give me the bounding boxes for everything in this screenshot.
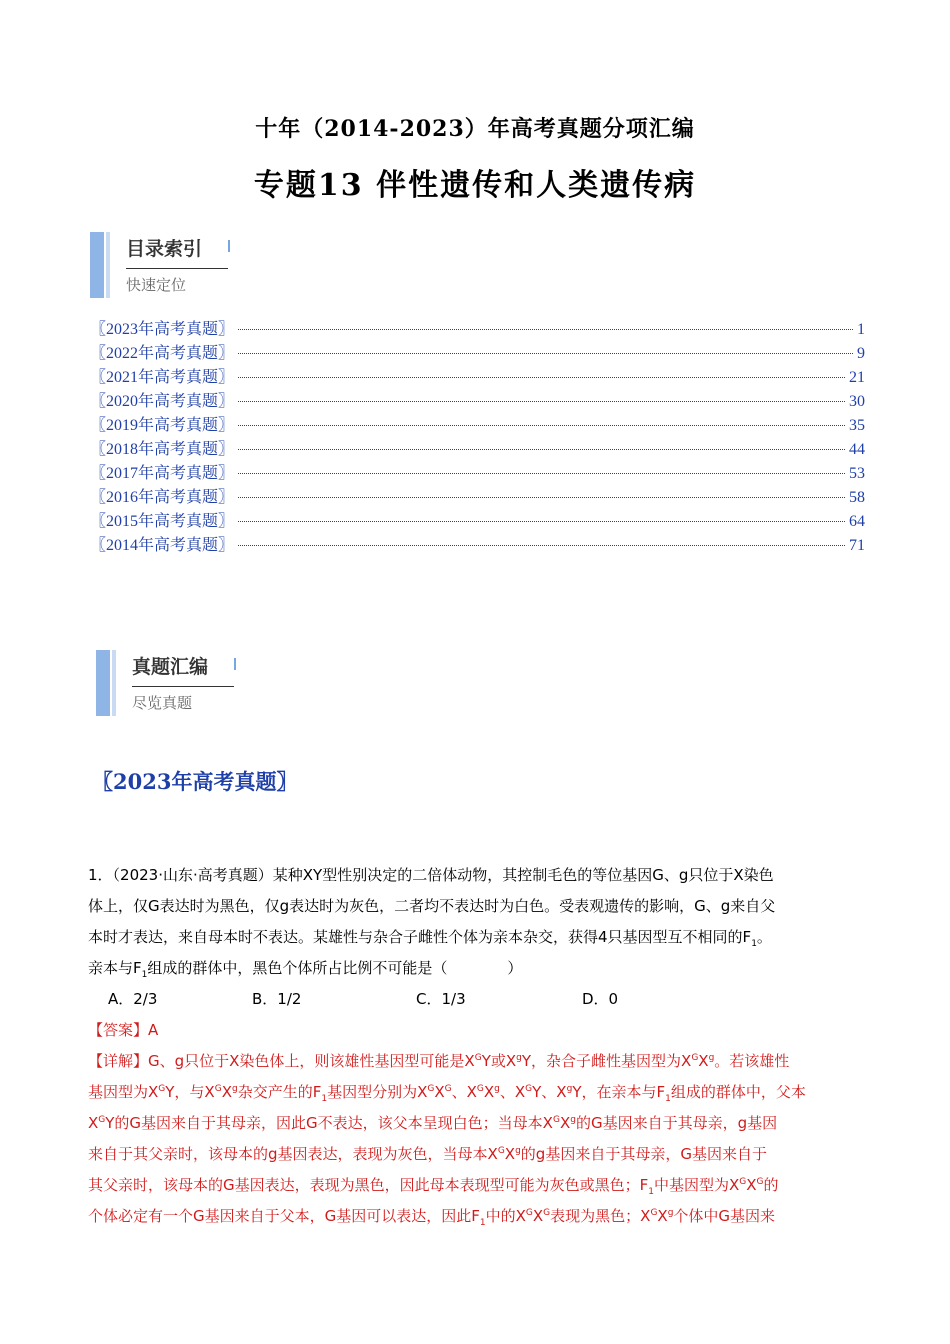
explain-text: X bbox=[657, 1207, 668, 1225]
question-stem: 1．（2023·山东·高考真题）某种XY型性别决定的二倍体动物，其控制毛色的等位基因G、g只位于X染色 体上，仅G表达时为黑色，仅g表达时为灰色，二者均不表达时为白色。受表观遗传的影响，G、g来自父 本时才表达，来自母本时不表达。某雄性与杂合子雌性个体为亲本杂交，获得4只基因型互不相同的$F_1$。 亲本与$F_1$组成的群体中，黑色个体所占比例不可能是（ ） bbox=[88, 866, 776, 980]
gene-script: 1 bbox=[479, 1218, 486, 1228]
badge-bar-light bbox=[112, 650, 116, 716]
explain-line bbox=[88, 1052, 789, 1070]
badge-bar bbox=[90, 232, 104, 298]
gene-script: g bbox=[231, 1084, 238, 1094]
explain-text: 杂交产生的F bbox=[237, 1083, 322, 1101]
gene-script: G bbox=[525, 1084, 533, 1094]
toc-item[interactable]: 〖2022年高考真题〗 9 bbox=[90, 345, 865, 362]
gene-script: G bbox=[650, 1208, 658, 1218]
explain-text: Y，在亲本与F bbox=[572, 1083, 666, 1101]
explain-line bbox=[88, 1083, 806, 1104]
toc-item[interactable]: 〖2017年高考真题〗 53 bbox=[90, 465, 865, 482]
table-of-contents bbox=[90, 316, 865, 556]
explain-text: 基因型分别为X bbox=[327, 1083, 428, 1101]
explain-text: X bbox=[559, 1114, 571, 1132]
explain-text: X bbox=[698, 1052, 709, 1070]
badge-bar-light bbox=[106, 232, 110, 298]
gene-script: G bbox=[214, 1084, 222, 1094]
explain-text: X bbox=[532, 1207, 544, 1225]
gene-script: G bbox=[691, 1053, 699, 1063]
gene-script: G bbox=[427, 1084, 435, 1094]
explain-line bbox=[88, 1176, 779, 1197]
toc-item[interactable]: 〖2015年高考真题〗 64 bbox=[90, 513, 865, 530]
badge-tick bbox=[234, 658, 236, 670]
gene-script: G bbox=[552, 1115, 560, 1125]
gene-script: G bbox=[444, 1084, 452, 1094]
toc-badge-title: 目录索引 bbox=[126, 238, 203, 260]
explain-text: 个体中G基因来 bbox=[673, 1207, 776, 1225]
gene-script: g bbox=[667, 1208, 674, 1218]
explain-text: 的 bbox=[763, 1176, 779, 1194]
badge-divider bbox=[132, 686, 234, 687]
toc-item[interactable]: 〖2021年高考真题〗 21 bbox=[90, 369, 865, 386]
toc-badge bbox=[90, 232, 250, 302]
toc-item[interactable]: 〖2016年高考真题〗 58 bbox=[90, 489, 865, 506]
gene-script: G bbox=[476, 1084, 484, 1094]
toc-item[interactable]: 〖2018年高考真题〗 44 bbox=[90, 441, 865, 458]
section-badge-subtitle: 尽览真题 bbox=[132, 694, 193, 712]
gene-script: g bbox=[570, 1115, 576, 1125]
gene-script: G bbox=[474, 1053, 482, 1063]
badge-tick bbox=[228, 240, 230, 252]
explain-text: 、X bbox=[499, 1083, 526, 1101]
gene-script: G bbox=[98, 1115, 106, 1125]
explain-text: 组成的群体中，父本 bbox=[670, 1083, 806, 1101]
series-title: 十年（2014-2023）年高考真题分项汇编 bbox=[255, 116, 695, 142]
badge-bar bbox=[96, 650, 110, 716]
explain-text: Y，杂合子雌性基因型为X bbox=[521, 1052, 692, 1070]
explain-text: X bbox=[434, 1083, 445, 1101]
option-c[interactable]: C．1/3 bbox=[416, 990, 466, 1008]
explain-text: X bbox=[504, 1145, 516, 1163]
explain-text: 中基因型为X bbox=[654, 1176, 740, 1194]
gene-script: g bbox=[515, 1146, 521, 1156]
toc-item[interactable]: 〖2019年高考真题〗 35 bbox=[90, 417, 865, 434]
explain-text: 基因型为X bbox=[88, 1083, 159, 1101]
gene-script: G bbox=[739, 1177, 747, 1187]
answer-options bbox=[108, 984, 863, 1015]
answer-line: 【答案】A bbox=[88, 1021, 159, 1039]
section-badge-title: 真题汇编 bbox=[132, 656, 209, 678]
explain-text: Y的G基因来自于其母亲，因此G不表达，该父本呈现白色；当母本X bbox=[105, 1114, 553, 1132]
gene-script: g bbox=[516, 1053, 522, 1063]
question-block bbox=[88, 860, 863, 1232]
explain-text: 的G基因来自于其母亲，g基因 bbox=[575, 1114, 778, 1132]
explain-text: 个体必定有一个G基因来自于父本，G基因可以表达，因此F bbox=[88, 1207, 480, 1225]
badge-divider bbox=[126, 268, 228, 269]
explain-text: Y或X bbox=[481, 1052, 517, 1070]
gene-script: g bbox=[708, 1053, 715, 1063]
gene-script: G bbox=[158, 1084, 166, 1094]
explain-text: Y、X bbox=[532, 1083, 567, 1101]
question-source: （2023·山东·高考真题） bbox=[112, 866, 273, 884]
explain-line bbox=[88, 1145, 767, 1163]
toc-item[interactable]: 〖2020年高考真题〗 30 bbox=[90, 393, 865, 410]
gene-script: g bbox=[566, 1084, 573, 1094]
gene-script: 1 bbox=[648, 1187, 654, 1197]
option-b[interactable]: B．1/2 bbox=[252, 990, 302, 1008]
option-a[interactable]: A．2/3 bbox=[108, 990, 158, 1008]
gene-script: 1 bbox=[665, 1094, 671, 1104]
explain-text: 其父亲时，该母本的G基因表达，表现为黑色，因此母本表现型可能为灰色或黑色；F bbox=[88, 1176, 649, 1194]
explain-text: X bbox=[746, 1176, 757, 1194]
explain-text: 、X bbox=[451, 1083, 477, 1101]
gene-script: G bbox=[756, 1177, 764, 1187]
explain-line bbox=[88, 1207, 776, 1228]
section-heading: 〖2023年高考真题〗 bbox=[92, 769, 298, 794]
toc-item[interactable]: 〖2023年高考真题〗 1 bbox=[90, 321, 865, 338]
explain-text: Y，与X bbox=[165, 1083, 215, 1101]
gene-script: G bbox=[525, 1208, 533, 1218]
explain-text: 表现为黑色；X bbox=[550, 1207, 651, 1225]
section-badge bbox=[96, 650, 256, 720]
gene-script: g bbox=[494, 1084, 500, 1094]
gene-script: 1 bbox=[321, 1094, 328, 1104]
explain-text: 【详解】G、g只位于X染色体上，则该雄性基因型可能是X bbox=[88, 1052, 475, 1070]
explain-text: X bbox=[483, 1083, 495, 1101]
explain-text: X bbox=[221, 1083, 232, 1101]
explain-text: X bbox=[88, 1114, 99, 1132]
question-number: 1． bbox=[88, 866, 113, 884]
option-d[interactable]: D．0 bbox=[582, 990, 619, 1008]
gene-script: G bbox=[497, 1146, 505, 1156]
topic-title: 专题13 伴性遗传和人类遗传病 bbox=[253, 168, 697, 203]
explain-text: 来自于其父亲时，该母本的g基因表达，表现为灰色，当母本X bbox=[88, 1145, 498, 1163]
explain-text: 。若该雄性 bbox=[714, 1052, 790, 1070]
explain-line bbox=[88, 1114, 777, 1132]
explain-text: 的g基因来自于其母亲，G基因来自于 bbox=[520, 1145, 767, 1163]
toc-badge-subtitle: 快速定位 bbox=[126, 276, 187, 294]
toc-item[interactable]: 〖2014年高考真题〗 71 bbox=[90, 537, 865, 554]
gene-script: G bbox=[543, 1208, 551, 1218]
explanation bbox=[88, 1046, 863, 1232]
explain-text: 中的X bbox=[485, 1207, 526, 1225]
